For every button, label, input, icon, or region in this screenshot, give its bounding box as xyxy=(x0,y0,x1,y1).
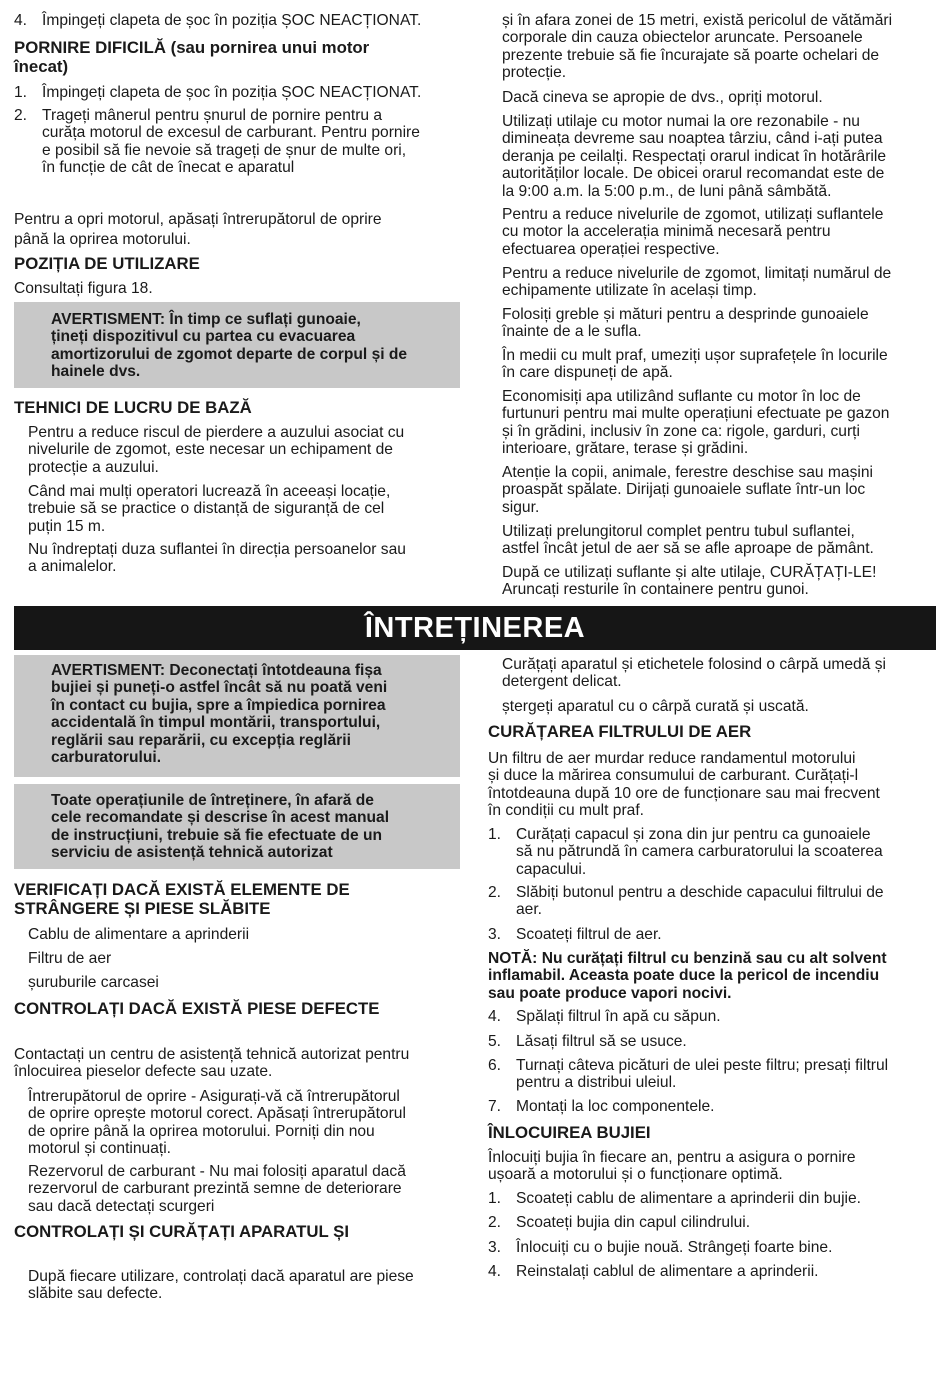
list-item-text: Trageți mânerul pentru șnurul de pornire pentru a curăța motorul de excesul de carburant. Pentru pornire e posibil să fie nevoie să trageți de șnur de multe ori, în funcție de cât de înecat e aparatul xyxy=(42,107,420,177)
list-number: 7. xyxy=(488,1098,502,1115)
list-item: șuruburile carcasei xyxy=(28,974,159,991)
list-item-text: Montați la loc componentele. xyxy=(516,1098,715,1115)
notice-box xyxy=(14,784,460,869)
section-banner: ÎNTREȚINEREA xyxy=(14,606,936,650)
list-number: 3. xyxy=(488,1239,502,1256)
paragraph: Atenție la copii, animale, ferestre deschise sau mașini proaspăt spălate. Dirijați gunoaiele suflate într-un loc sigur. xyxy=(502,464,873,516)
heading-verificati: VERIFICAȚI DACĂ EXISTĂ ELEMENTE DE STRÂNGERE ȘI PIESE SLĂBITE xyxy=(14,880,350,918)
paragraph: Nu îndreptați duza suflantei în direcția persoanelor sau a animalelor. xyxy=(28,541,406,576)
warning-box xyxy=(14,655,460,777)
paragraph: și în afara zonei de 15 metri, există pericolul de vătămări corporale din cauza obiectelor aruncate. Persoanele prezente trebuie să fie încurajate să poarte ochelari de protecție. xyxy=(502,12,893,82)
list-number: 2. xyxy=(14,107,28,124)
list-number: 2. xyxy=(488,1214,502,1231)
list-number: 1. xyxy=(488,1190,502,1207)
warning-box xyxy=(14,302,460,388)
list-number: 6. xyxy=(488,1057,502,1074)
paragraph: Pentru a reduce nivelurile de zgomot, limitați numărul de echipamente utilizate în același timp. xyxy=(502,265,892,300)
list-number: 4. xyxy=(14,12,28,29)
paragraph: După ce utilizați suflante și alte utilaje, CURĂȚAȚI-LE! Aruncați resturile în containere pentru gunoi. xyxy=(502,564,877,599)
warning-text: AVERTISMENT: Deconectați întotdeauna fișa bujiei și puneți-o astfel încât să nu poată veni în contact cu bujia, spre a împiedica pornirea accidentală în timpul montării, transportului, reglării sau reparării, cu excepția reglării carburatorului. xyxy=(51,662,388,767)
list-item-text: Spălați filtrul în apă cu săpun. xyxy=(516,1008,721,1025)
list-number: 1. xyxy=(488,826,502,843)
paragraph: Contactați un centru de asistență tehnică autorizat pentru înlocuirea pieselor defecte sau uzate. xyxy=(14,1046,410,1081)
paragraph: Pentru a reduce riscul de pierdere a auzului asociat cu nivelurile de zgomot, este necesar un echipament de protecție a auzului. xyxy=(28,424,405,476)
paragraph: Dacă cineva se apropie de dvs., opriți motorul. xyxy=(502,89,823,106)
list-number: 5. xyxy=(488,1033,502,1050)
heading-bujie: ÎNLOCUIREA BUJIEI xyxy=(488,1123,651,1142)
list-item: Cablu de alimentare a aprinderii xyxy=(28,926,250,943)
heading-filtru: CURĂȚAREA FILTRULUI DE AER xyxy=(488,722,752,741)
paragraph: Curățați aparatul și etichetele folosind o cârpă umedă și detergent delicat. xyxy=(502,656,886,691)
note-text: NOTĂ: Nu curățați filtrul cu benzină sau cu alt solvent inflamabil. Aceasta poate duce la pericol de incendiu sau poate produce vapori nocivi. xyxy=(488,950,887,1002)
paragraph: În medii cu mult praf, umeziți ușor suprafețele în locurile în care dispuneți de apă. xyxy=(502,347,888,382)
list-item-text: Împingeți clapeta de șoc în poziția ȘOC NEACȚIONAT. xyxy=(42,12,422,29)
list-item-text: Lăsați filtrul să se usuce. xyxy=(516,1033,687,1050)
heading-pozitia: POZIȚIA DE UTILIZARE xyxy=(14,254,200,273)
paragraph-consultati: Consultați figura 18. xyxy=(14,280,153,297)
paragraph: Când mai mulți operatori lucrează în aceeași locație, trebuie să se practice o distanță de siguranță de cel puțin 15 m. xyxy=(28,483,391,535)
list-number: 3. xyxy=(488,926,502,943)
paragraph: Utilizați prelungitorul complet pentru tubul suflantei, astfel încât jetul de aer să se afle aproape de pământ. xyxy=(502,523,874,558)
list-item-text: Scoateți cablu de alimentare a aprinderii din bujie. xyxy=(516,1190,862,1207)
list-item-text: Reinstalați cablul de alimentare a aprinderii. xyxy=(516,1263,819,1280)
paragraph: ștergeți aparatul cu o cârpă curată și uscată. xyxy=(502,698,809,715)
list-number: 4. xyxy=(488,1263,502,1280)
heading-controlati: CONTROLAȚI DACĂ EXISTĂ PIESE DEFECTE xyxy=(14,999,380,1018)
list-number: 1. xyxy=(14,84,28,101)
heading-pornire-dificila: PORNIRE DIFICILĂ (sau pornirea unui motor înecat) xyxy=(14,38,370,76)
paragraph: Economisiți apa utilizând suflante cu motor în loc de furtunuri pentru mai multe operațiuni efectuate pe gazon și în grădini, inclusiv în zone ca: rigole, garduri, curți interioare, grătare, terase și grădini. xyxy=(502,388,890,458)
paragraph: Un filtru de aer murdar reduce randamentul motorului și duce la mărirea consumului de carburant. Curățați-l întotdeauna după 10 ore de funcționare sau mai frecvent în condiții cu mult praf. xyxy=(488,750,880,820)
list-item-text: Scoateți filtrul de aer. xyxy=(516,926,662,943)
list-item-text: Înlocuiți cu o bujie nouă. Strângeți foarte bine. xyxy=(516,1239,833,1256)
paragraph: Pentru a reduce nivelurile de zgomot, utilizați suflantele cu motor la accelerația minimă necesară pentru efectuarea operației respective. xyxy=(502,206,884,258)
list-item-text: Împingeți clapeta de șoc în poziția ȘOC NEACȚIONAT. xyxy=(42,84,422,101)
paragraph: Folosiți greble și mături pentru a desprinde gunoaiele înainte de a le sufla. xyxy=(502,306,869,341)
list-item-text: Turnați câteva picături de ulei peste filtru; presați filtrul pentru a distribui uleiul. xyxy=(516,1057,889,1092)
paragraph: Rezervorul de carburant - Nu mai folosiți aparatul dacă rezervorul de carburant prezintă semne de deteriorare sau dacă detectați scurgeri xyxy=(28,1163,406,1215)
paragraph-oprire: Pentru a opri motorul, apăsați întrerupătorul de oprire până la oprirea motorului. xyxy=(14,211,382,248)
notice-text: Toate operațiunile de întreținere, în afară de cele recomandate și descrise în acest manual de instrucțiuni, trebuie să fie efectuate de un serviciu de asistență tehnică autorizat xyxy=(51,792,390,862)
heading-curatati: CONTROLAȚI ȘI CURĂȚAȚI APARATUL ȘI xyxy=(14,1222,349,1241)
paragraph: Întrerupătorul de oprire - Asigurați-vă că întrerupătorul de oprire oprește motorul corect. Apăsați întrerupătorul de oprire până la oprirea motorului. Porniți din nou motorul și continuați. xyxy=(28,1088,406,1158)
paragraph: Înlocuiți bujia în fiecare an, pentru a asigura o pornire ușoară a motorului și o funcționare optimă. xyxy=(488,1149,856,1184)
list-number: 2. xyxy=(488,884,502,901)
paragraph: Utilizați utilaje cu motor numai la ore rezonabile - nu dimineața devreme sau noaptea târziu, când i-ați putea deranja pe ceilalți. Respectați orarul indicat în hotărârile autorităților locale. De obicei orarul recomandat este de la 9:00 a.m. la 5:00 p.m., de luni până sâmbătă. xyxy=(502,113,886,200)
paragraph: După fiecare utilizare, controlați dacă aparatul are piese slăbite sau defecte. xyxy=(28,1268,414,1303)
warning-text: AVERTISMENT: În timp ce suflați gunoaie, țineți dispozitivul cu partea cu evacuarea amortizorului de zgomot departe de corpul și de hainele dvs. xyxy=(51,311,408,381)
list-item-text: Slăbiți butonul pentru a deschide capacului filtrului de aer. xyxy=(516,884,884,919)
heading-tehnici: TEHNICI DE LUCRU DE BAZĂ xyxy=(14,398,252,417)
list-item-text: Scoateți bujia din capul cilindrului. xyxy=(516,1214,751,1231)
list-item-text: Curățați capacul și zona din jur pentru ca gunoaiele să nu pătrundă în camera carburatorului la scoaterea capacului. xyxy=(516,826,883,878)
list-number: 4. xyxy=(488,1008,502,1025)
list-item: Filtru de aer xyxy=(28,950,112,967)
